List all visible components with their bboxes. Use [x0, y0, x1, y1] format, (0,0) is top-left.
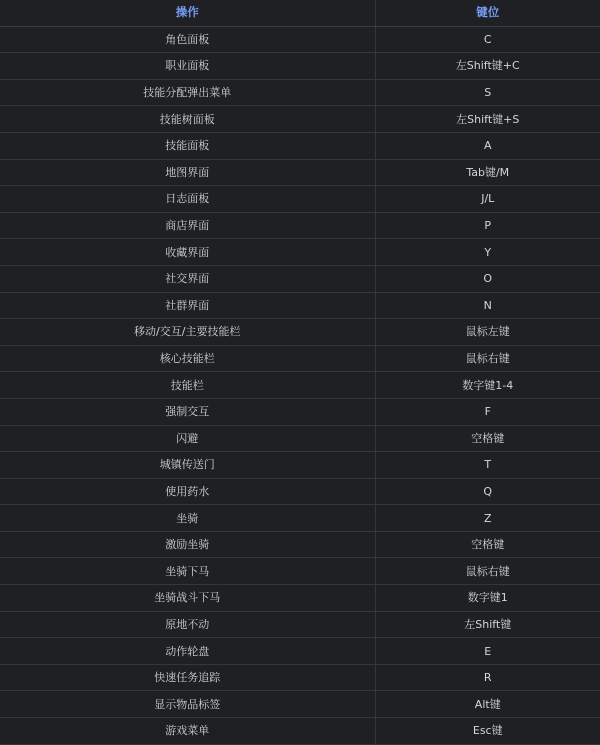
- action-cell: 激励坐骑: [0, 531, 375, 558]
- table-row: [0, 319, 600, 346]
- table-row: [0, 452, 600, 479]
- table-row: [0, 691, 600, 718]
- header-action: 操作: [0, 0, 375, 26]
- key-cell: N: [375, 292, 600, 319]
- action-cell: 技能树面板: [0, 106, 375, 133]
- table-row: [0, 718, 600, 745]
- table-body: [0, 26, 600, 744]
- action-cell: 快速任务追踪: [0, 664, 375, 691]
- table-row: [0, 53, 600, 80]
- key-cell: E: [375, 638, 600, 665]
- key-cell: A: [375, 132, 600, 159]
- key-cell: 左Shift键+C: [375, 53, 600, 80]
- table-row: [0, 664, 600, 691]
- action-cell: 坐骑战斗下马: [0, 585, 375, 612]
- table-row: [0, 265, 600, 292]
- table-header-row: [0, 0, 600, 26]
- action-cell: 商店界面: [0, 212, 375, 239]
- table-row: [0, 186, 600, 213]
- table-row: [0, 345, 600, 372]
- action-cell: 移动/交互/主要技能栏: [0, 319, 375, 346]
- table-row: [0, 106, 600, 133]
- action-cell: 坐骑: [0, 505, 375, 532]
- action-cell: 显示物品标签: [0, 691, 375, 718]
- key-cell: Y: [375, 239, 600, 266]
- key-cell: Esc键: [375, 718, 600, 745]
- key-cell: P: [375, 212, 600, 239]
- key-cell: Q: [375, 478, 600, 505]
- key-cell: F: [375, 398, 600, 425]
- action-cell: 社交界面: [0, 265, 375, 292]
- key-cell: C: [375, 26, 600, 53]
- table-row: [0, 159, 600, 186]
- table-row: [0, 558, 600, 585]
- action-cell: 技能栏: [0, 372, 375, 399]
- action-cell: 强制交互: [0, 398, 375, 425]
- key-cell: 数字键1-4: [375, 372, 600, 399]
- action-cell: 动作轮盘: [0, 638, 375, 665]
- action-cell: 原地不动: [0, 611, 375, 638]
- key-cell: 空格键: [375, 531, 600, 558]
- action-cell: 职业面板: [0, 53, 375, 80]
- key-cell: 鼠标右键: [375, 345, 600, 372]
- key-cell: 数字键1: [375, 585, 600, 612]
- action-cell: 角色面板: [0, 26, 375, 53]
- table-row: [0, 79, 600, 106]
- action-cell: 技能面板: [0, 132, 375, 159]
- table-row: [0, 638, 600, 665]
- key-cell: R: [375, 664, 600, 691]
- action-cell: 日志面板: [0, 186, 375, 213]
- action-cell: 坐骑下马: [0, 558, 375, 585]
- action-cell: 闪避: [0, 425, 375, 452]
- key-cell: 鼠标右键: [375, 558, 600, 585]
- action-cell: 城镇传送门: [0, 452, 375, 479]
- key-cell: 左Shift键: [375, 611, 600, 638]
- key-cell: Tab键/M: [375, 159, 600, 186]
- header-key: 键位: [375, 0, 600, 26]
- table-row: [0, 26, 600, 53]
- action-cell: 使用药水: [0, 478, 375, 505]
- table-row: [0, 132, 600, 159]
- table-row: [0, 478, 600, 505]
- action-cell: 游戏菜单: [0, 718, 375, 745]
- table-row: [0, 425, 600, 452]
- table-row: [0, 611, 600, 638]
- key-cell: 左Shift键+S: [375, 106, 600, 133]
- table-row: [0, 372, 600, 399]
- table-row: [0, 585, 600, 612]
- table-row: [0, 505, 600, 532]
- key-cell: Alt键: [375, 691, 600, 718]
- key-cell: Z: [375, 505, 600, 532]
- key-cell: S: [375, 79, 600, 106]
- key-cell: T: [375, 452, 600, 479]
- key-cell: 鼠标左键: [375, 319, 600, 346]
- key-cell: 空格键: [375, 425, 600, 452]
- table-row: [0, 239, 600, 266]
- table-row: [0, 531, 600, 558]
- action-cell: 社群界面: [0, 292, 375, 319]
- key-cell: J/L: [375, 186, 600, 213]
- action-cell: 技能分配弹出菜单: [0, 79, 375, 106]
- action-cell: 核心技能栏: [0, 345, 375, 372]
- action-cell: 地图界面: [0, 159, 375, 186]
- table-row: [0, 212, 600, 239]
- table-row: [0, 292, 600, 319]
- table-row: [0, 398, 600, 425]
- action-cell: 收藏界面: [0, 239, 375, 266]
- key-cell: O: [375, 265, 600, 292]
